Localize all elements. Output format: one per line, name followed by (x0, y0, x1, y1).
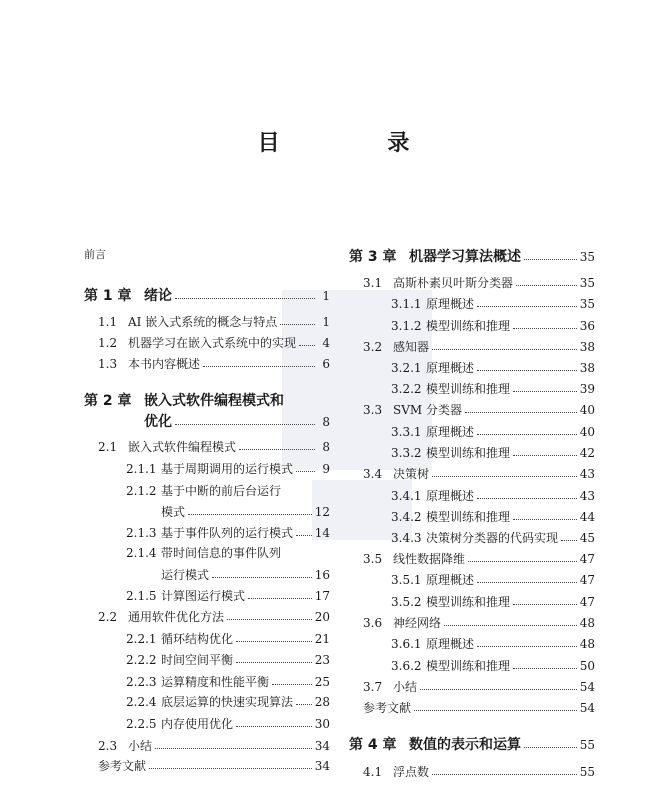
toc-entry[interactable] (84, 392, 330, 410)
toc-entry[interactable] (84, 610, 330, 624)
toc-entry-page: 34 (314, 759, 330, 773)
dot-leader (227, 618, 312, 620)
toc-entry-title: 原理概述 (426, 637, 475, 651)
toc-entry-title: 运算精度和性能平衡 (161, 675, 270, 689)
toc-entry[interactable] (349, 446, 595, 460)
toc-entry[interactable] (349, 595, 595, 609)
toc-entry-page: 40 (579, 403, 595, 417)
toc-entry-title: 决策树分类器的代码实现 (426, 531, 559, 545)
page-title: 目 录 (257, 131, 460, 156)
toc-entry-title: 原理概述 (426, 361, 475, 375)
toc-entry[interactable] (349, 680, 595, 694)
toc-entry-title: 浮点数 (393, 765, 430, 779)
toc-entry-number: 2.3 (98, 739, 118, 753)
toc-entry-number: 3.2.1 (391, 361, 422, 375)
toc-entry-title: 神经网络 (393, 616, 442, 630)
dot-leader (248, 597, 312, 599)
toc-entry-page: 54 (579, 701, 595, 715)
toc-entry[interactable] (84, 462, 330, 476)
toc-entry-title: 小结 (128, 739, 153, 753)
toc-entry-page: 21 (314, 632, 330, 646)
toc-entry-title: 线性数据降维 (393, 552, 466, 566)
toc-entry[interactable] (84, 315, 330, 329)
dot-leader (513, 390, 577, 392)
toc-entry-number: 3.3 (363, 403, 383, 417)
toc-entry[interactable] (349, 510, 595, 524)
toc-entry-title: 原理概述 (426, 489, 475, 503)
toc-entry[interactable] (349, 403, 595, 417)
dot-leader (432, 773, 577, 775)
toc-entry[interactable] (84, 568, 330, 582)
toc-entry-page: 42 (579, 446, 595, 460)
toc-entry-number: 3.1.1 (391, 297, 422, 311)
toc-entry[interactable] (84, 248, 330, 262)
dot-leader (149, 767, 312, 769)
dot-leader (513, 518, 577, 520)
toc-entry-title: 本书内容概述 (128, 357, 201, 371)
dot-leader (236, 725, 312, 727)
dot-leader (203, 365, 315, 367)
toc-entry-number: 3.6 (363, 616, 383, 630)
toc-entry-page: 55 (579, 765, 595, 779)
dot-leader (236, 661, 312, 663)
toc-entry-title: 通用软件优化方法 (128, 610, 225, 624)
toc-entry[interactable] (349, 297, 595, 311)
toc-entry-number: 3.3.1 (391, 425, 422, 439)
toc-entry-title: 机器学习算法概述 (409, 249, 521, 265)
toc-entry-title: 原理概述 (426, 425, 475, 439)
toc-entry-number: 3.1 (363, 276, 383, 290)
toc-entry[interactable] (84, 336, 330, 350)
toc-entry-number: 3.4.1 (391, 489, 422, 503)
dot-leader (513, 454, 577, 456)
dot-leader (477, 369, 577, 371)
toc-entry-page: 28 (314, 695, 330, 709)
toc-entry[interactable] (84, 675, 330, 689)
toc-entry-title: 参考文献 (98, 759, 147, 773)
dot-leader (444, 624, 577, 626)
toc-entry-number: 3.6.1 (391, 637, 422, 651)
toc-entry-number: 2.1.1 (126, 462, 157, 476)
toc-entry-number: 2.1.2 (126, 484, 157, 498)
toc-entry-number: 3.4 (363, 467, 383, 481)
toc-entry-title: 原理概述 (426, 573, 475, 587)
toc-entry-number: 3.7 (363, 680, 383, 694)
dot-leader (272, 683, 312, 685)
toc-entry-title: 模型训练和推理 (426, 319, 511, 333)
dot-leader (513, 327, 577, 329)
toc-entry[interactable] (84, 413, 330, 431)
toc-entry[interactable] (84, 505, 330, 519)
toc-entry[interactable] (349, 489, 595, 503)
toc-entry-title: 基于事件队列的运行模式 (161, 526, 294, 540)
toc-entry[interactable] (349, 382, 595, 396)
toc-entry-page: 35 (579, 276, 595, 290)
toc-entry[interactable] (84, 632, 330, 646)
toc-entry-number: 第 1 章 (84, 288, 132, 304)
toc-entry-title: 绪论 (144, 288, 172, 304)
toc-entry-page: 48 (579, 637, 595, 651)
toc-entry-page: 17 (314, 589, 330, 603)
toc-entry-page: 25 (314, 675, 330, 689)
toc-entry-title: 嵌入式软件编程模式和 (144, 393, 284, 409)
toc-entry[interactable] (349, 340, 595, 354)
toc-entry-title: 循环结构优化 (161, 632, 234, 646)
toc-entry-number: 3.5.2 (391, 595, 422, 609)
toc-entry-page: 8 (322, 440, 330, 454)
toc-entry[interactable] (349, 467, 595, 481)
dot-leader (414, 709, 577, 711)
toc-entry[interactable] (84, 287, 330, 305)
toc-entry-page: 54 (579, 680, 595, 694)
toc-entry-title: 前言 (84, 248, 106, 261)
toc-entry-title: 决策树 (393, 467, 430, 481)
dot-leader (175, 423, 315, 425)
toc-entry-number: 3.3.2 (391, 446, 422, 460)
toc-entry-page: 34 (314, 739, 330, 753)
dot-leader (477, 305, 577, 307)
toc-entry-number: 1.3 (98, 357, 118, 371)
dot-leader (513, 603, 577, 605)
toc-entry-number: 3.1.2 (391, 319, 422, 333)
dot-leader (212, 576, 312, 578)
toc-entry-title: 模型训练和推理 (426, 510, 511, 524)
toc-entry-title: 参考文献 (363, 701, 412, 715)
toc-entry[interactable] (349, 616, 595, 630)
toc-entry-page: 39 (579, 382, 595, 396)
toc-entry[interactable] (84, 589, 330, 603)
toc-entry-page: 12 (314, 505, 330, 519)
toc-entry-page: 23 (314, 653, 330, 667)
dot-leader (477, 581, 577, 583)
toc-entry-title: 底层运算的快速实现算法 (161, 695, 294, 709)
toc-entry[interactable] (84, 653, 330, 667)
toc-entry-page: 55 (579, 738, 595, 752)
toc-entry-page: 6 (322, 357, 330, 371)
dot-leader (524, 258, 577, 260)
toc-entry-title: 优化 (144, 414, 172, 430)
toc-entry[interactable] (349, 276, 595, 290)
toc-entry-title: 模型训练和推理 (426, 382, 511, 396)
toc-entry-title: 机器学习在嵌入式系统中的实现 (128, 336, 297, 350)
toc-entry[interactable] (84, 526, 330, 540)
dot-leader (296, 470, 315, 472)
toc-entry-page: 47 (579, 573, 595, 587)
toc-entry-number: 2.2.1 (126, 632, 157, 646)
toc-entry-title: 模式 (161, 505, 186, 519)
toc-entry-number: 第 4 章 (349, 737, 397, 753)
toc-entry[interactable] (84, 717, 330, 731)
toc-entry[interactable] (349, 573, 595, 587)
toc-entry-page: 45 (579, 531, 595, 545)
dot-leader (477, 497, 577, 499)
toc-entry-number: 第 3 章 (349, 249, 397, 265)
dot-leader (477, 433, 577, 435)
toc-entry-number: 2.2.5 (126, 717, 157, 731)
toc-entry-title: 模型训练和推理 (426, 659, 511, 673)
dot-leader (175, 297, 315, 299)
toc-entry[interactable] (349, 765, 595, 779)
toc-entry-page: 40 (579, 425, 595, 439)
toc-entry-number: 2.2 (98, 610, 118, 624)
toc-entry-number: 2.1.5 (126, 589, 157, 603)
toc-entry[interactable] (84, 440, 330, 454)
toc-entry-page: 50 (579, 659, 595, 673)
toc-entry-number: 2.2.4 (126, 695, 157, 709)
toc-entry-title: 内存使用优化 (161, 717, 234, 731)
toc-entry-title: 基于中断的前后台运行 (161, 484, 282, 498)
toc-entry-number: 3.5 (363, 552, 383, 566)
toc-entry-number: 2.2.2 (126, 653, 157, 667)
toc-entry-page: 36 (579, 319, 595, 333)
toc-entry-page: 1 (322, 315, 330, 329)
toc-entry[interactable] (84, 546, 330, 560)
toc-entry-title: 运行模式 (161, 568, 210, 582)
toc-entry-number: 1.2 (98, 336, 118, 350)
dot-leader (296, 703, 312, 705)
toc-entry[interactable] (349, 319, 595, 333)
toc-entry[interactable] (349, 361, 595, 375)
toc-entry-number: 2.2.3 (126, 675, 157, 689)
dot-leader (280, 323, 315, 325)
toc-entry-page: 1 (322, 289, 330, 303)
dot-leader (465, 411, 577, 413)
toc-entry-page: 47 (579, 595, 595, 609)
toc-entry-title: 模型训练和推理 (426, 446, 511, 460)
toc-entry-title: 高斯朴素贝叶斯分类器 (393, 276, 514, 290)
dot-leader (513, 667, 577, 669)
dot-leader (432, 348, 577, 350)
toc-entry-page: 48 (579, 616, 595, 630)
toc-entry-number: 3.2.2 (391, 382, 422, 396)
toc-entry-page: 35 (579, 297, 595, 311)
toc-entry-number: 1.1 (98, 315, 118, 329)
toc-entry[interactable] (349, 701, 595, 715)
toc-entry-page: 35 (579, 250, 595, 264)
toc-entry-page: 20 (314, 610, 330, 624)
toc-entry-page: 8 (322, 415, 330, 429)
toc-entry[interactable] (84, 759, 330, 773)
dot-leader (155, 747, 312, 749)
toc-entry-number: 3.4.3 (391, 531, 422, 545)
toc-entry-number: 4.1 (363, 765, 383, 779)
toc-entry[interactable] (84, 357, 330, 371)
toc-entry-title: AI 嵌入式系统的概念与特点 (128, 315, 278, 329)
toc-entry-title: SVM 分类器 (393, 403, 462, 417)
toc-entry-number: 2.1 (98, 440, 118, 454)
toc-entry-title: 嵌入式软件编程模式 (128, 440, 237, 454)
toc-entry-page: 16 (314, 568, 330, 582)
toc-entry-page: 43 (579, 489, 595, 503)
toc-entry-page: 43 (579, 467, 595, 481)
toc-entry-page: 4 (322, 336, 330, 350)
toc-entry-title: 时间空间平衡 (161, 653, 234, 667)
toc-entry-page: 38 (579, 340, 595, 354)
toc-entry-page: 47 (579, 552, 595, 566)
toc-entry-number: 2.1.4 (126, 546, 157, 560)
toc-entry[interactable] (349, 248, 595, 266)
toc-entry[interactable] (349, 425, 595, 439)
toc-entry-number: 2.1.3 (126, 526, 157, 540)
toc-entry-title: 小结 (393, 680, 418, 694)
toc-entry-number: 3.6.2 (391, 659, 422, 673)
dot-leader (516, 284, 577, 286)
toc-entry-title: 数值的表示和运算 (409, 737, 521, 753)
dot-leader (432, 475, 577, 477)
toc-entry-title: 计算图运行模式 (161, 589, 246, 603)
toc-entry-title: 原理概述 (426, 297, 475, 311)
toc-entry-page: 44 (579, 510, 595, 524)
toc-entry[interactable] (84, 484, 330, 498)
toc-entry-title: 模型训练和推理 (426, 595, 511, 609)
toc-entry-title: 基于周期调用的运行模式 (161, 462, 294, 476)
toc-entry-page: 9 (322, 462, 330, 476)
toc-entry-number: 第 2 章 (84, 393, 132, 409)
dot-leader (561, 539, 577, 541)
toc-entry[interactable] (84, 739, 330, 753)
toc-entry[interactable] (349, 659, 595, 673)
dot-leader (524, 746, 577, 748)
toc-entry[interactable] (349, 736, 595, 754)
toc-entry-page: 30 (314, 717, 330, 731)
toc-entry-page: 14 (314, 526, 330, 540)
toc-entry[interactable] (349, 637, 595, 651)
toc-entry-page: 38 (579, 361, 595, 375)
toc-entry[interactable] (349, 531, 595, 545)
dot-leader (299, 344, 315, 346)
dot-leader (420, 688, 577, 690)
dot-leader (236, 640, 312, 642)
toc-entry-number: 3.5.1 (391, 573, 422, 587)
toc-entry-number: 3.4.2 (391, 510, 422, 524)
dot-leader (239, 448, 315, 450)
toc-entry[interactable] (349, 552, 595, 566)
dot-leader (296, 534, 312, 536)
toc-entry-number: 3.2 (363, 340, 383, 354)
dot-leader (477, 645, 577, 647)
toc-entry[interactable] (84, 695, 330, 709)
toc-entry-title: 感知器 (393, 340, 430, 354)
dot-leader (468, 560, 577, 562)
dot-leader (188, 513, 312, 515)
toc-entry-title: 带时间信息的事件队列 (161, 546, 282, 560)
